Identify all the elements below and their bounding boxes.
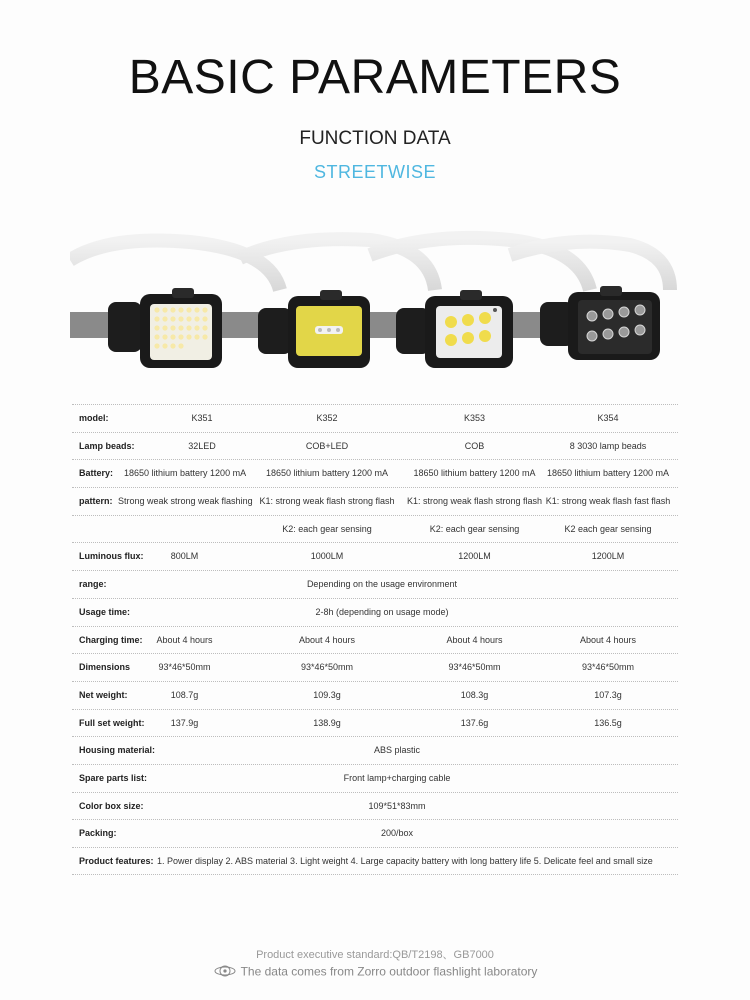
table-row-dimensions bbox=[72, 653, 678, 681]
table-cell: K354 bbox=[597, 413, 619, 423]
table-row-lamp-beads bbox=[72, 432, 678, 460]
table-cell: 93*46*50mm bbox=[158, 662, 211, 673]
table-cell: K1: strong weak flash strong flash bbox=[259, 496, 395, 507]
table-row-spare-parts bbox=[72, 764, 678, 792]
table-row-charging-time bbox=[72, 626, 678, 654]
row-label: Full set weight: bbox=[79, 717, 145, 728]
headlamp-cob-led-icon bbox=[258, 290, 370, 368]
table-cell: 107.3g bbox=[594, 689, 622, 700]
table-cell: 2-8h (depending on usage mode) bbox=[315, 606, 449, 617]
table-cell: 138.9g bbox=[313, 717, 341, 728]
table-row-full-set-weight bbox=[72, 709, 678, 737]
table-cell: 1200LM bbox=[458, 551, 491, 562]
row-label: range: bbox=[79, 579, 107, 590]
row-label: Housing material: bbox=[79, 745, 156, 756]
row-label: Battery: bbox=[79, 468, 114, 479]
table-cell: About 4 hours bbox=[298, 634, 356, 645]
table-cell: 1. Power display 2. ABS material 3. Light weight 4. Large capacity battery with long battery life 5. Delicate feel and small size bbox=[157, 856, 653, 866]
table-cell: ABS plastic bbox=[373, 745, 421, 756]
table-cell: K1: strong weak flash strong flash bbox=[406, 496, 543, 507]
table-cell: 8 3030 lamp beads bbox=[569, 440, 647, 451]
table-cell: 32LED bbox=[188, 440, 216, 451]
row-label: Spare parts list: bbox=[79, 772, 148, 783]
page-subtitle: FUNCTION DATA bbox=[299, 128, 451, 149]
headlamp-8-3030-icon bbox=[540, 286, 660, 360]
table-cell: 93*46*50mm bbox=[581, 662, 635, 673]
headlamp-32led-icon bbox=[108, 288, 222, 368]
table-cell: Front lamp+charging cable bbox=[343, 772, 451, 783]
table-cell: 1200LM bbox=[591, 551, 625, 562]
table-cell: 18650 lithium battery 1200 mA bbox=[124, 468, 247, 479]
table-cell: K2: each gear sensing bbox=[429, 523, 520, 534]
standard-text: Product executive standard:QB/T2198、GB7000 bbox=[256, 949, 494, 961]
source-text-line bbox=[0, 962, 750, 983]
row-label: Product features: bbox=[79, 856, 154, 866]
table-cell: 108.3g bbox=[460, 689, 489, 700]
table-cell: K2 each gear sensing bbox=[564, 523, 652, 534]
row-label: Packing: bbox=[79, 828, 117, 839]
table-cell: 800LM bbox=[170, 551, 199, 562]
table-row-housing-material bbox=[72, 736, 678, 764]
spec-table bbox=[72, 404, 678, 875]
table-cell: 109*51*83mm bbox=[368, 800, 426, 811]
page-title: BASIC PARAMETERS bbox=[128, 51, 622, 104]
table-cell: About 4 hours bbox=[156, 634, 213, 645]
row-label: Luminous flux: bbox=[79, 551, 144, 562]
table-row-battery bbox=[72, 459, 678, 487]
row-label: pattern: bbox=[79, 496, 113, 507]
table-row-usage-time bbox=[72, 598, 678, 626]
table-cell: COB+LED bbox=[305, 440, 349, 451]
source-text: The data comes from Zorro outdoor flashlight laboratory bbox=[240, 964, 538, 979]
table-row-pattern bbox=[72, 487, 678, 515]
table-cell: About 4 hours bbox=[579, 634, 637, 645]
row-label: Dimensions bbox=[79, 662, 131, 673]
row-label: model: bbox=[79, 413, 109, 423]
table-row-color-box bbox=[72, 792, 678, 820]
table-cell: Strong weak strong weak flashing bbox=[118, 496, 253, 507]
table-cell: 137.9g bbox=[170, 717, 199, 728]
row-label: Lamp beads: bbox=[79, 440, 135, 451]
table-cell: 136.5g bbox=[594, 717, 622, 728]
row-label: Net weight: bbox=[79, 689, 128, 700]
table-row-model bbox=[72, 404, 678, 432]
lab-logo-icon bbox=[213, 962, 237, 983]
headlamp-cob-icon bbox=[396, 290, 513, 368]
table-cell: K351 bbox=[191, 413, 213, 423]
product-images bbox=[70, 230, 680, 380]
table-cell: 200/box bbox=[380, 828, 414, 839]
table-cell: 18650 lithium battery 1200 mA bbox=[413, 468, 536, 479]
table-row-range bbox=[72, 570, 678, 598]
table-cell: 109.3g bbox=[313, 689, 341, 700]
table-cell: K1: strong weak flash fast flash bbox=[545, 496, 671, 507]
table-cell: COB bbox=[464, 440, 485, 451]
table-cell: 18650 lithium battery 1200 mA bbox=[546, 468, 670, 479]
brand-name: STREETWISE bbox=[313, 162, 436, 182]
table-cell: 108.7g bbox=[170, 689, 199, 700]
table-row-net-weight bbox=[72, 681, 678, 709]
table-cell: 93*46*50mm bbox=[448, 662, 501, 673]
table-cell: 137.6g bbox=[460, 717, 489, 728]
table-cell: K2: each gear sensing bbox=[282, 523, 372, 534]
table-cell: K352 bbox=[316, 413, 338, 423]
row-label: Color box size: bbox=[79, 800, 144, 811]
table-row-luminous-flux bbox=[72, 542, 678, 570]
table-row-packing bbox=[72, 819, 678, 847]
table-cell: About 4 hours bbox=[446, 634, 503, 645]
row-label: Charging time: bbox=[79, 634, 143, 645]
table-cell: K353 bbox=[463, 413, 486, 423]
table-row-pattern-k2 bbox=[72, 515, 678, 543]
headlamp-lineup-image bbox=[70, 230, 680, 380]
row-label: Usage time: bbox=[79, 606, 131, 617]
table-row-features bbox=[72, 847, 678, 875]
table-cell: Depending on the usage environment bbox=[306, 579, 458, 590]
table-cell: 1000LM bbox=[310, 551, 344, 562]
table-cell: 18650 lithium battery 1200 mA bbox=[265, 468, 389, 479]
table-cell: 93*46*50mm bbox=[300, 662, 354, 673]
